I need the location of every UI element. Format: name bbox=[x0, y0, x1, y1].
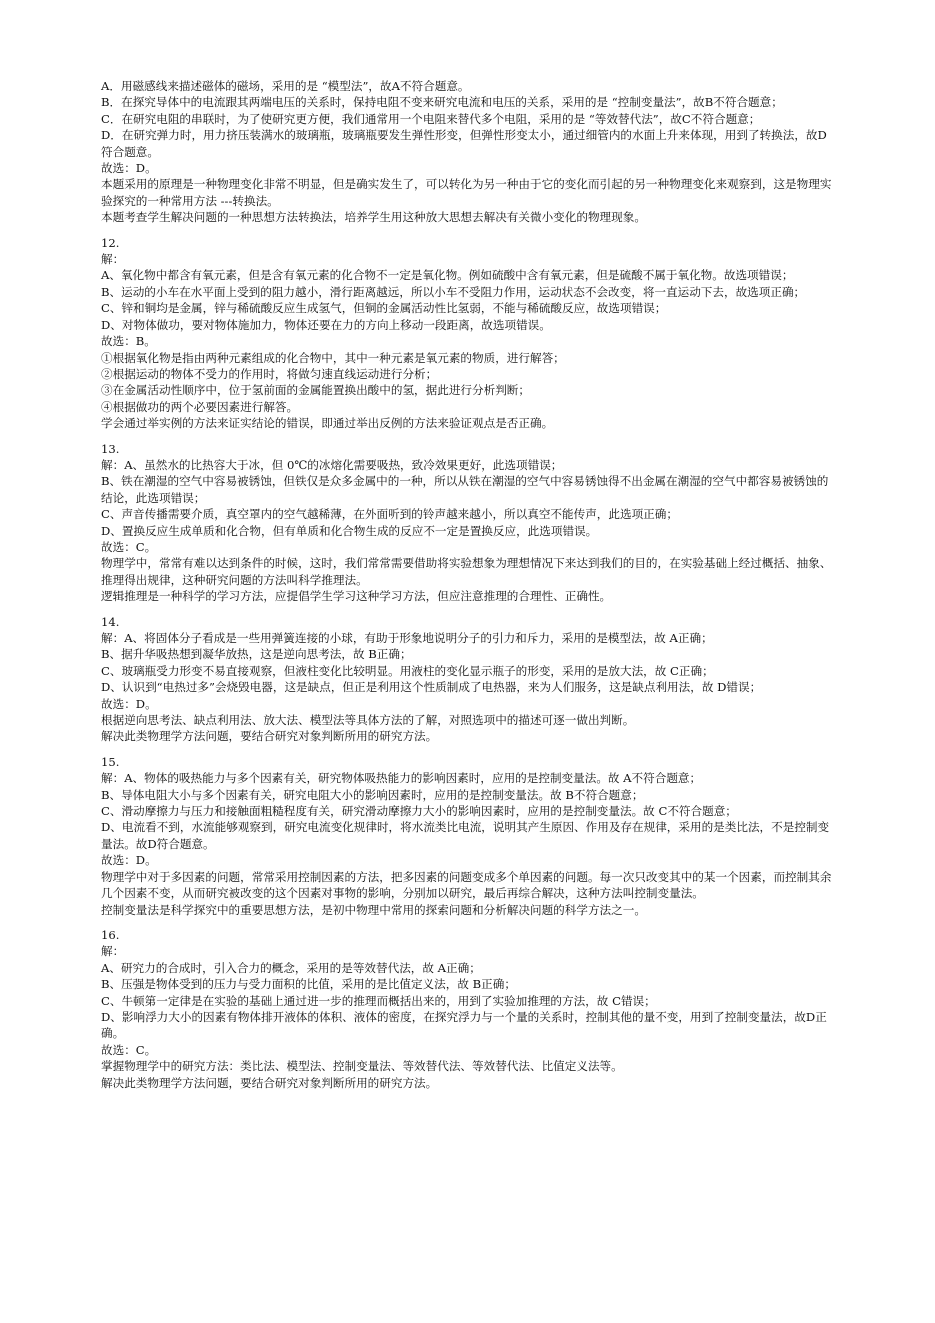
text-line: 根据逆向思考法、缺点利用法、放大法、模型法等具体方法的了解，对照选项中的描述可逐一做出判断。 bbox=[101, 713, 635, 728]
text-line: C、玻璃瓶受力形变不易直接观察，但液柱变化比较明显。用液柱的变化显示瓶子的形变，采用的是放大法，故 C正确； bbox=[101, 663, 714, 678]
text-line: 解：A、将固体分子看成是一些用弹簧连接的小球，有助于形象地说明分子的引力和斥力，采用的是模型法，故 A正确； bbox=[101, 631, 713, 645]
text-line: D、影响浮力大小的因素有物体排开液体的体积、液体的密度，在探究浮力与一个量的关系时，控制其他的量不变，用到了控制变量法，故D正确。 bbox=[101, 1009, 827, 1041]
text-line: C、牛顿第一定律是在实验的基础上通过进一步的推理而概括出来的，用到了实验加推理的方法，故 C错误； bbox=[101, 993, 656, 1008]
text-line: 13. bbox=[101, 441, 120, 456]
text-line: D、认识到“电热过多”会烧毁电器，这是缺点，但正是利用这个性质制成了电热器，来为人们服务，这是缺点利用法，故 D错误； bbox=[101, 680, 762, 695]
answer-section bbox=[101, 78, 835, 226]
text-line: ③在金属活动性顺序中，位于氢前面的金属能置换出酸中的氢，据此进行分析判断； bbox=[101, 383, 530, 398]
answer-section bbox=[101, 927, 835, 1091]
text-line: ②根据运动的物体不受力的作用时，将做匀速直线运动进行分析； bbox=[101, 366, 438, 381]
text-line: D、电流看不到，水流能够观察到，研究电流变化规律时，将水流类比电流，说明其产生原因、作用及存在规律，采用的是类比法，不是控制变量法。故D符合题意。 bbox=[101, 820, 830, 851]
text-line: B、导体电阻大小与多个因素有关，研究电阻大小的影响因素时，应用的是控制变量法。故 B不符合题意； bbox=[101, 787, 644, 802]
text-line: 故选：D。 bbox=[101, 161, 157, 176]
text-line: D．在研究弹力时，用力挤压装满水的玻璃瓶，玻璃瓶要发生弹性形变，但弹性形变太小，通过细管内的水面上升来体现，用到了转换法，故D符合题意。 bbox=[101, 128, 827, 159]
section-gap bbox=[101, 432, 835, 441]
text-line: 物理学中对于多因素的问题，常常采用控制因素的方法，把多因素的问题变成多个单因素的问题。每一次只改变其中的某一个因素，而控制其余几个因素不变，从而研究被改变的这个因素对事物的影响，分别加以研究，最后再综合解决，这种方法叫控制变量法。 bbox=[101, 869, 832, 901]
text-line: B、压强是物体受到的压力与受力面积的比值，采用的是比值定义法，故 B正确； bbox=[101, 977, 516, 992]
text-line: 解决此类物理学方法问题，要结合研究对象判断所用的研究方法。 bbox=[101, 729, 438, 744]
text-line: 故选：B。 bbox=[101, 334, 156, 349]
text-line: 14. bbox=[101, 614, 120, 629]
section-gap bbox=[101, 918, 835, 927]
text-line: A、研究力的合成时，引入合力的概念，采用的是等效替代法，故 A正确； bbox=[101, 960, 481, 975]
text-line: 物理学中，常常有难以达到条件的时候，这时，我们常常需要借助将实验想象为理想情况下来达到我们的目的，在实验基础上经过概括、抽象、推理得出规律，这种研究问题的方法叫科学推理法。 bbox=[101, 556, 832, 587]
section-gap bbox=[101, 605, 835, 614]
text-line: 解： bbox=[101, 944, 125, 959]
section-gap bbox=[101, 745, 835, 754]
text-line: 掌握物理学中的研究方法：类比法、模型法、控制变量法、等效替代法、等效替代法、比值定义法等。 bbox=[101, 1059, 623, 1074]
text-line: D、对物体做功，要对物体施加力，物体还要在力的方向上移动一段距离，故选项错误。 bbox=[101, 317, 551, 332]
text-line: 故选：C。 bbox=[101, 539, 157, 554]
text-line: 解：A、虽然水的比热容大于冰，但 0℃的冰熔化需要吸热，致冷效果更好，此选项错误； bbox=[101, 457, 563, 472]
text-line: B、据升华吸热想到凝华放热，这是逆向思考法，故 B正确； bbox=[101, 647, 412, 662]
text-line: 解：A、物体的吸热能力与多个因素有关，研究物体吸热能力的影响因素时，应用的是控制变量法。故 A不符合题意； bbox=[101, 771, 702, 786]
answer-section bbox=[101, 754, 835, 918]
text-line: B、运动的小车在水平面上受到的阻力越小，滑行距离越远，所以小车不受阻力作用，运动状态不会改变，将一直运动下去，故选项正确； bbox=[101, 284, 806, 299]
text-line: C、滑动摩擦力与压力和接触面粗糙程度有关，研究滑动摩擦力大小的影响因素时，应用的是控制变量法。故 C不符合题意； bbox=[101, 804, 737, 819]
text-line: ①根据氧化物是指由两种元素组成的化合物中，其中一种元素是氧元素的物质，进行解答； bbox=[101, 350, 565, 365]
text-line: A．用磁感线来描述磁体的磁场，采用的是 “模型法”，故A不符合题意。 bbox=[101, 79, 470, 93]
text-line: ④根据做功的两个必要因素进行解答。 bbox=[101, 399, 299, 414]
answer-section bbox=[101, 614, 835, 745]
text-line: 控制变量法是科学探究中的重要思想方法，是初中物理中常用的探索问题和分析解决问题的科学方法之一。 bbox=[101, 902, 646, 917]
text-line: C、声音传播需要介质，真空罩内的空气越稀薄，在外面听到的铃声越来越小，所以真空不能传声，此选项正确； bbox=[101, 507, 678, 522]
text-line: 本题考查学生解决问题的一种思想方法转换法，培养学生用这种放大思想去解决有关微小变化的物理现象。 bbox=[101, 210, 646, 225]
section-gap bbox=[101, 226, 835, 235]
text-line: D、置换反应生成单质和化合物，但有单质和化合物生成的反应不一定是置换反应，此选项错误。 bbox=[101, 523, 598, 538]
text-line: 解： bbox=[101, 252, 125, 267]
text-line: 12. bbox=[101, 235, 120, 250]
answer-section bbox=[101, 235, 835, 432]
text-line: 逻辑推理是一种科学的学习方法，应提倡学生学习这种学习方法，但应注意推理的合理性、正确性。 bbox=[101, 589, 612, 604]
text-line: 学会通过举实例的方法来证实结论的错误，即通过举出反例的方法来验证观点是否正确。 bbox=[101, 416, 554, 431]
text-line: 本题采用的原理是一种物理变化非常不明显，但是确实发生了，可以转化为另一种由于它的变化而引起的另一种物理变化来观察到，这是物理实验探究的一种常用方法 ---转换法。 bbox=[101, 177, 832, 208]
text-line: 解决此类物理学方法问题，要结合研究对象判断所用的研究方法。 bbox=[101, 1075, 438, 1090]
text-line: 故选：D。 bbox=[101, 853, 157, 868]
text-line: C、锌和铜均是金属，锌与稀硫酸反应生成氢气，但铜的金属活动性比氢弱，不能与稀硫酸反应，故选项错误； bbox=[101, 301, 667, 316]
text-line: B、铁在潮湿的空气中容易被锈蚀，但铁仅是众多金属中的一种，所以从铁在潮湿的空气中容易锈蚀得不出金属在潮湿的空气中都容易被锈蚀的结论，此选项错误； bbox=[101, 474, 829, 505]
text-line: B．在探究导体中的电流跟其两端电压的关系时，保持电阻不变来研究电流和电压的关系，采用的是 “控制变量法”，故B不符合题意； bbox=[101, 95, 783, 110]
answer-section bbox=[101, 441, 835, 605]
text-line: C．在研究电阻的串联时，为了使研究更方便，我们通常用一个电阻来替代多个电阻，采用的是 “等效替代法”，故C不符合题意； bbox=[101, 111, 761, 126]
text-line: A、氧化物中都含有氧元素，但是含有氧元素的化合物不一定是氧化物。例如硫酸中含有氧元素，但是硫酸不属于氧化物。故选项错误； bbox=[101, 268, 794, 283]
text-line: 故选：D。 bbox=[101, 696, 157, 711]
text-line: 故选：C。 bbox=[101, 1042, 157, 1057]
text-line: 15. bbox=[101, 754, 120, 769]
text-line: 16. bbox=[101, 927, 120, 942]
